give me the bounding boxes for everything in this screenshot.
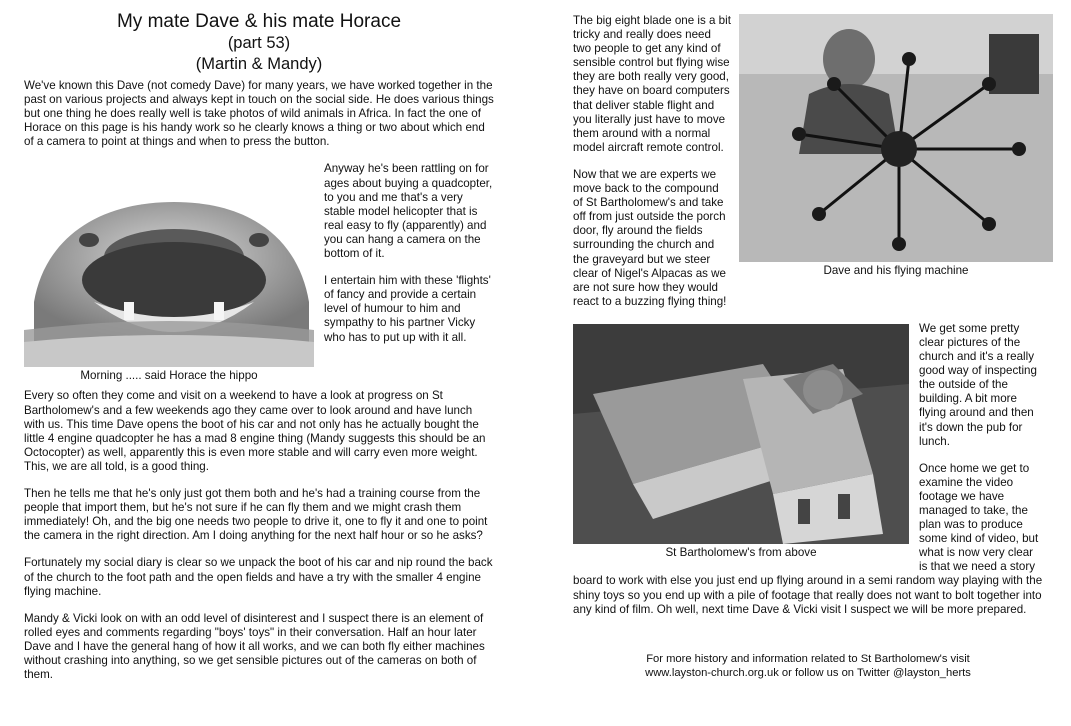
drone-figure (739, 14, 1053, 278)
right-column (573, 14, 1043, 680)
article-title: My mate Dave & his mate Horace (116, 11, 402, 32)
article-title-block (24, 10, 494, 75)
drone-caption: Dave and his flying machine (823, 264, 969, 277)
church-image (573, 324, 909, 544)
paragraph-pictures: We get some pretty clear pictures of the church and it's a really good way of inspecting the outside of the building. A bit more flying around and then it's down the pub for lunch. (919, 321, 1037, 448)
footer-line-1: For more history and information related to St Bartholomew's visit (646, 652, 970, 665)
paragraph-flights: I entertain him with these 'flights' of fancy and provide a certain level of humour to him and sympathy to his partner Vicky who has to put up with it all. (324, 274, 491, 344)
church-photo (573, 324, 909, 544)
drone-photo (739, 14, 1053, 262)
article-authors: (Martin & Mandy) (195, 55, 323, 73)
paragraph-video: Once home we get to examine the video footage we have managed to take, the plan was to produce some kind of video, but what is now very clear is that we need a story board to work with else you just end up flying around in a semi random way playing with the shiny toys so you end up with a pile of footage that really does not want to bolt together into any kind of film. Oh well, next time Dave & Vicki visit I suspect we will be more prepared. (573, 461, 1043, 616)
hippo-photo (24, 162, 314, 367)
paragraph-training: Then he tells me that he's only just got them both and he's had a training course from the people that import them, but he's not sure if he can fly them and we might crash them immediately! Oh, and the big one needs two people to drive it, one to fly it and one to point the camera in the right direction. Am I doing anything for the next half hour or so he asks? (24, 487, 488, 543)
footer-line-2: www.layston-church.org.uk or follow us on Twitter @layston_herts (645, 666, 971, 679)
hippo-image (24, 162, 314, 367)
paragraph-intro: We've known this Dave (not comedy Dave) for many years, we have worked together in the past on various projects and always kept in touch on the social side. He does various things but one thing he does really well is take photos of wild animals in Africa. In fact the one of Horace on this page is his handy work so he clearly knows a thing or two about which end of a camera to point at things and when to press the button. (24, 79, 494, 149)
paragraph-boys-toys: Mandy & Vicki look on with an odd level of disinterest and I suspect there is an element of rolled eyes and comments regarding "boys' toys" in their conversation. Half an hour later Dave and I have the general hang of how it all works, and we can both fly either machines without crashing into anything, so we get sensible pictures out of the cameras on both of them. (24, 611, 485, 682)
paragraph-eight-blade: The big eight blade one is a bit tricky and really does need two people to get any kind of sensible control but flying wise they are both really very good, they have on board computers that deliver stable flight and you literally just have to move them around with a normal model aircraft remote control. (573, 14, 731, 154)
paragraph-social-diary: Fortunately my social diary is clear so we unpack the boot of his car and nip round the back of the church to the foot path and the open fields and have a try with the smaller 4 engine flying machine. (24, 556, 493, 598)
church-figure (573, 324, 909, 560)
church-caption: St Bartholomew's from above (665, 545, 817, 559)
left-column (24, 0, 494, 695)
hippo-figure (24, 162, 314, 383)
paragraph-quadcopter: Anyway he's been rattling on for ages about buying a quadcopter, to you and me that's a very stable model helicopter that is real easy to fly (apparently) and you can hang a camera on the bottom of it. (324, 162, 493, 261)
footer-info (573, 652, 1043, 680)
paragraph-experts: Now that we are experts we move back to the compound of St Bartholomew's and take off from just outside the porch door, fly around the fields surrounding the church and the graveyard but we steer clear of Nigel's Alpacas as we are not sure how they would react to a buzzing flying thing! (573, 167, 727, 308)
hippo-caption: Morning ..... said Horace the hippo (80, 369, 258, 383)
paragraph-visit: Every so often they come and visit on a weekend to have a look at progress on St Bartholomew's and a few weekends ago they came over to look around and have lunch with us. This time Dave opens the boot of his car and not only has he actually bought the little 4 engine quadcopter he has a mad 8 engine thing (Mandy suggests this should be an Octocopter) as well, apparently this is even more stable and will carry even more weight. This, we are all told, is a good thing. (24, 389, 486, 473)
drone-image (739, 14, 1053, 262)
article-part: (part 53) (227, 34, 291, 52)
